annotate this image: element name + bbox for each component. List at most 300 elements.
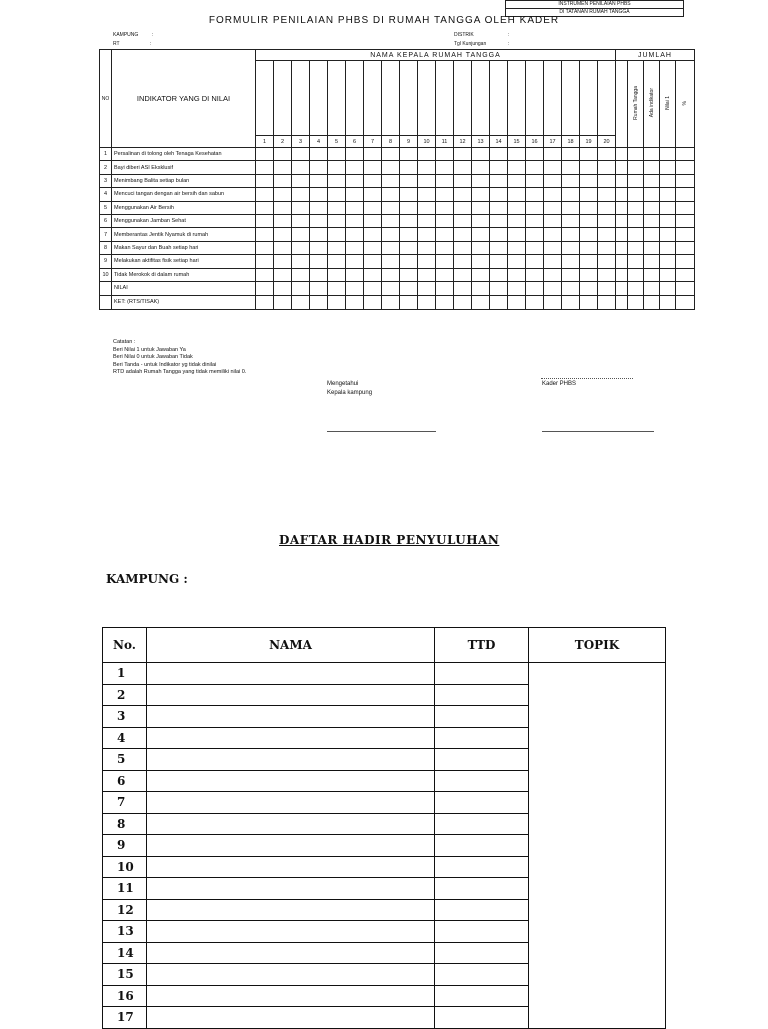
score-cell[interactable] [562, 295, 580, 309]
score-cell[interactable] [292, 255, 310, 268]
score-cell[interactable] [616, 268, 628, 281]
score-cell[interactable] [490, 214, 508, 227]
score-cell[interactable] [364, 281, 382, 295]
score-cell[interactable] [508, 268, 526, 281]
score-cell[interactable] [526, 214, 544, 227]
score-cell[interactable] [616, 188, 628, 201]
score-cell[interactable] [660, 174, 676, 187]
score-cell[interactable] [526, 174, 544, 187]
score-cell[interactable] [382, 174, 400, 187]
score-cell[interactable] [580, 148, 598, 161]
score-cell[interactable] [436, 268, 454, 281]
ttd-cell[interactable] [435, 878, 529, 900]
score-cell[interactable] [644, 148, 660, 161]
score-cell[interactable] [382, 161, 400, 174]
score-cell[interactable] [328, 295, 346, 309]
score-cell[interactable] [418, 188, 436, 201]
score-cell[interactable] [310, 161, 328, 174]
score-cell[interactable] [256, 148, 274, 161]
score-cell[interactable] [628, 228, 644, 241]
score-cell[interactable] [310, 228, 328, 241]
score-cell[interactable] [598, 281, 616, 295]
score-cell[interactable] [580, 188, 598, 201]
score-cell[interactable] [580, 281, 598, 295]
score-cell[interactable] [436, 241, 454, 254]
score-cell[interactable] [562, 281, 580, 295]
score-cell[interactable] [580, 201, 598, 214]
score-cell[interactable] [454, 214, 472, 227]
score-cell[interactable] [544, 295, 562, 309]
nama-cell[interactable] [147, 942, 435, 964]
score-cell[interactable] [580, 174, 598, 187]
score-cell[interactable] [644, 255, 660, 268]
score-cell[interactable] [598, 241, 616, 254]
score-cell[interactable] [562, 228, 580, 241]
score-cell[interactable] [400, 295, 418, 309]
score-cell[interactable] [628, 174, 644, 187]
score-cell[interactable] [628, 268, 644, 281]
score-cell[interactable] [644, 214, 660, 227]
score-cell[interactable] [346, 161, 364, 174]
ttd-cell[interactable] [435, 749, 529, 771]
score-cell[interactable] [598, 255, 616, 268]
score-cell[interactable] [472, 201, 490, 214]
score-cell[interactable] [644, 281, 660, 295]
score-cell[interactable] [490, 268, 508, 281]
score-cell[interactable] [508, 241, 526, 254]
score-cell[interactable] [598, 161, 616, 174]
score-cell[interactable] [490, 295, 508, 309]
score-cell[interactable] [418, 148, 436, 161]
score-cell[interactable] [346, 174, 364, 187]
score-cell[interactable] [418, 295, 436, 309]
score-cell[interactable] [562, 214, 580, 227]
score-cell[interactable] [676, 174, 695, 187]
score-cell[interactable] [508, 214, 526, 227]
score-cell[interactable] [472, 295, 490, 309]
score-cell[interactable] [472, 214, 490, 227]
score-cell[interactable] [508, 201, 526, 214]
score-cell[interactable] [400, 188, 418, 201]
score-cell[interactable] [418, 241, 436, 254]
score-cell[interactable] [328, 268, 346, 281]
ttd-cell[interactable] [435, 792, 529, 814]
nama-cell[interactable] [147, 792, 435, 814]
score-cell[interactable] [454, 148, 472, 161]
score-cell[interactable] [346, 148, 364, 161]
score-cell[interactable] [382, 228, 400, 241]
score-cell[interactable] [454, 241, 472, 254]
score-cell[interactable] [292, 281, 310, 295]
score-cell[interactable] [676, 214, 695, 227]
score-cell[interactable] [660, 161, 676, 174]
score-cell[interactable] [676, 241, 695, 254]
score-cell[interactable] [292, 295, 310, 309]
score-cell[interactable] [364, 188, 382, 201]
score-cell[interactable] [364, 268, 382, 281]
score-cell[interactable] [256, 281, 274, 295]
score-cell[interactable] [616, 148, 628, 161]
score-cell[interactable] [346, 268, 364, 281]
score-cell[interactable] [400, 161, 418, 174]
score-cell[interactable] [310, 201, 328, 214]
score-cell[interactable] [400, 214, 418, 227]
score-cell[interactable] [628, 255, 644, 268]
score-cell[interactable] [508, 255, 526, 268]
ttd-cell[interactable] [435, 985, 529, 1007]
score-cell[interactable] [508, 295, 526, 309]
nama-cell[interactable] [147, 813, 435, 835]
score-cell[interactable] [580, 214, 598, 227]
score-cell[interactable] [382, 295, 400, 309]
score-cell[interactable] [400, 268, 418, 281]
score-cell[interactable] [274, 241, 292, 254]
score-cell[interactable] [382, 201, 400, 214]
score-cell[interactable] [628, 201, 644, 214]
score-cell[interactable] [508, 228, 526, 241]
score-cell[interactable] [660, 295, 676, 309]
ttd-cell[interactable] [435, 835, 529, 857]
score-cell[interactable] [292, 188, 310, 201]
score-cell[interactable] [418, 161, 436, 174]
score-cell[interactable] [454, 295, 472, 309]
score-cell[interactable] [382, 214, 400, 227]
score-cell[interactable] [562, 201, 580, 214]
score-cell[interactable] [628, 148, 644, 161]
score-cell[interactable] [274, 281, 292, 295]
ttd-cell[interactable] [435, 663, 529, 685]
score-cell[interactable] [454, 268, 472, 281]
score-cell[interactable] [562, 268, 580, 281]
score-cell[interactable] [490, 161, 508, 174]
score-cell[interactable] [660, 268, 676, 281]
score-cell[interactable] [310, 281, 328, 295]
score-cell[interactable] [526, 188, 544, 201]
score-cell[interactable] [544, 268, 562, 281]
score-cell[interactable] [676, 201, 695, 214]
score-cell[interactable] [526, 295, 544, 309]
score-cell[interactable] [676, 295, 695, 309]
score-cell[interactable] [310, 188, 328, 201]
score-cell[interactable] [418, 268, 436, 281]
score-cell[interactable] [364, 161, 382, 174]
score-cell[interactable] [400, 255, 418, 268]
score-cell[interactable] [454, 281, 472, 295]
nama-cell[interactable] [147, 899, 435, 921]
score-cell[interactable] [328, 188, 346, 201]
score-cell[interactable] [436, 228, 454, 241]
ttd-cell[interactable] [435, 1007, 529, 1029]
score-cell[interactable] [256, 228, 274, 241]
ttd-cell[interactable] [435, 706, 529, 728]
nama-cell[interactable] [147, 727, 435, 749]
score-cell[interactable] [660, 201, 676, 214]
score-cell[interactable] [364, 241, 382, 254]
score-cell[interactable] [436, 281, 454, 295]
score-cell[interactable] [436, 214, 454, 227]
score-cell[interactable] [454, 201, 472, 214]
score-cell[interactable] [328, 201, 346, 214]
score-cell[interactable] [544, 214, 562, 227]
score-cell[interactable] [382, 255, 400, 268]
nama-cell[interactable] [147, 749, 435, 771]
score-cell[interactable] [472, 188, 490, 201]
score-cell[interactable] [472, 268, 490, 281]
score-cell[interactable] [256, 295, 274, 309]
score-cell[interactable] [364, 255, 382, 268]
score-cell[interactable] [544, 255, 562, 268]
score-cell[interactable] [256, 268, 274, 281]
score-cell[interactable] [256, 255, 274, 268]
score-cell[interactable] [256, 201, 274, 214]
score-cell[interactable] [526, 255, 544, 268]
score-cell[interactable] [310, 241, 328, 254]
score-cell[interactable] [346, 241, 364, 254]
score-cell[interactable] [676, 188, 695, 201]
ttd-cell[interactable] [435, 942, 529, 964]
score-cell[interactable] [274, 161, 292, 174]
score-cell[interactable] [562, 174, 580, 187]
score-cell[interactable] [562, 255, 580, 268]
score-cell[interactable] [628, 188, 644, 201]
score-cell[interactable] [328, 148, 346, 161]
score-cell[interactable] [328, 161, 346, 174]
score-cell[interactable] [526, 241, 544, 254]
score-cell[interactable] [628, 161, 644, 174]
score-cell[interactable] [382, 281, 400, 295]
score-cell[interactable] [328, 281, 346, 295]
score-cell[interactable] [418, 281, 436, 295]
score-cell[interactable] [310, 148, 328, 161]
score-cell[interactable] [328, 214, 346, 227]
nama-cell[interactable] [147, 921, 435, 943]
score-cell[interactable] [628, 281, 644, 295]
score-cell[interactable] [382, 268, 400, 281]
score-cell[interactable] [616, 201, 628, 214]
ttd-cell[interactable] [435, 770, 529, 792]
score-cell[interactable] [472, 281, 490, 295]
score-cell[interactable] [562, 188, 580, 201]
score-cell[interactable] [598, 214, 616, 227]
score-cell[interactable] [274, 228, 292, 241]
score-cell[interactable] [616, 241, 628, 254]
score-cell[interactable] [580, 255, 598, 268]
score-cell[interactable] [364, 201, 382, 214]
score-cell[interactable] [292, 268, 310, 281]
score-cell[interactable] [660, 188, 676, 201]
score-cell[interactable] [544, 161, 562, 174]
score-cell[interactable] [508, 148, 526, 161]
score-cell[interactable] [310, 255, 328, 268]
score-cell[interactable] [644, 174, 660, 187]
score-cell[interactable] [526, 201, 544, 214]
nama-cell[interactable] [147, 684, 435, 706]
score-cell[interactable] [436, 201, 454, 214]
nama-cell[interactable] [147, 985, 435, 1007]
score-cell[interactable] [454, 255, 472, 268]
score-cell[interactable] [616, 295, 628, 309]
score-cell[interactable] [292, 214, 310, 227]
score-cell[interactable] [346, 201, 364, 214]
score-cell[interactable] [400, 201, 418, 214]
nama-cell[interactable] [147, 663, 435, 685]
score-cell[interactable] [256, 161, 274, 174]
score-cell[interactable] [274, 255, 292, 268]
score-cell[interactable] [562, 148, 580, 161]
score-cell[interactable] [292, 228, 310, 241]
score-cell[interactable] [436, 188, 454, 201]
score-cell[interactable] [544, 228, 562, 241]
nama-cell[interactable] [147, 964, 435, 986]
score-cell[interactable] [418, 228, 436, 241]
score-cell[interactable] [364, 214, 382, 227]
score-cell[interactable] [644, 241, 660, 254]
score-cell[interactable] [436, 161, 454, 174]
score-cell[interactable] [346, 281, 364, 295]
score-cell[interactable] [562, 241, 580, 254]
ttd-cell[interactable] [435, 899, 529, 921]
score-cell[interactable] [598, 228, 616, 241]
score-cell[interactable] [472, 161, 490, 174]
score-cell[interactable] [598, 268, 616, 281]
score-cell[interactable] [274, 148, 292, 161]
score-cell[interactable] [598, 201, 616, 214]
score-cell[interactable] [472, 228, 490, 241]
score-cell[interactable] [526, 148, 544, 161]
score-cell[interactable] [418, 201, 436, 214]
score-cell[interactable] [400, 241, 418, 254]
score-cell[interactable] [436, 174, 454, 187]
score-cell[interactable] [616, 214, 628, 227]
ttd-cell[interactable] [435, 964, 529, 986]
score-cell[interactable] [544, 174, 562, 187]
score-cell[interactable] [676, 255, 695, 268]
score-cell[interactable] [616, 174, 628, 187]
score-cell[interactable] [400, 174, 418, 187]
score-cell[interactable] [346, 295, 364, 309]
score-cell[interactable] [660, 148, 676, 161]
score-cell[interactable] [676, 228, 695, 241]
score-cell[interactable] [346, 214, 364, 227]
score-cell[interactable] [256, 174, 274, 187]
score-cell[interactable] [472, 255, 490, 268]
score-cell[interactable] [472, 174, 490, 187]
score-cell[interactable] [598, 188, 616, 201]
score-cell[interactable] [490, 241, 508, 254]
score-cell[interactable] [454, 174, 472, 187]
score-cell[interactable] [580, 268, 598, 281]
score-cell[interactable] [676, 281, 695, 295]
score-cell[interactable] [364, 228, 382, 241]
score-cell[interactable] [526, 161, 544, 174]
score-cell[interactable] [274, 295, 292, 309]
score-cell[interactable] [364, 148, 382, 161]
score-cell[interactable] [400, 228, 418, 241]
score-cell[interactable] [644, 295, 660, 309]
score-cell[interactable] [598, 174, 616, 187]
score-cell[interactable] [490, 255, 508, 268]
score-cell[interactable] [274, 201, 292, 214]
score-cell[interactable] [328, 174, 346, 187]
score-cell[interactable] [490, 281, 508, 295]
score-cell[interactable] [644, 201, 660, 214]
score-cell[interactable] [454, 161, 472, 174]
score-cell[interactable] [256, 188, 274, 201]
score-cell[interactable] [256, 214, 274, 227]
score-cell[interactable] [598, 148, 616, 161]
score-cell[interactable] [292, 201, 310, 214]
score-cell[interactable] [544, 201, 562, 214]
score-cell[interactable] [310, 174, 328, 187]
score-cell[interactable] [660, 228, 676, 241]
score-cell[interactable] [490, 148, 508, 161]
score-cell[interactable] [544, 241, 562, 254]
score-cell[interactable] [418, 214, 436, 227]
score-cell[interactable] [364, 295, 382, 309]
nama-cell[interactable] [147, 770, 435, 792]
score-cell[interactable] [364, 174, 382, 187]
score-cell[interactable] [436, 295, 454, 309]
score-cell[interactable] [382, 148, 400, 161]
score-cell[interactable] [660, 281, 676, 295]
score-cell[interactable] [472, 241, 490, 254]
score-cell[interactable] [436, 255, 454, 268]
score-cell[interactable] [418, 174, 436, 187]
score-cell[interactable] [490, 188, 508, 201]
score-cell[interactable] [628, 241, 644, 254]
score-cell[interactable] [660, 241, 676, 254]
score-cell[interactable] [490, 201, 508, 214]
score-cell[interactable] [400, 281, 418, 295]
score-cell[interactable] [328, 228, 346, 241]
score-cell[interactable] [508, 174, 526, 187]
score-cell[interactable] [346, 255, 364, 268]
score-cell[interactable] [256, 241, 274, 254]
score-cell[interactable] [644, 228, 660, 241]
nama-cell[interactable] [147, 706, 435, 728]
score-cell[interactable] [580, 228, 598, 241]
score-cell[interactable] [660, 214, 676, 227]
score-cell[interactable] [490, 228, 508, 241]
score-cell[interactable] [616, 228, 628, 241]
score-cell[interactable] [526, 281, 544, 295]
nama-cell[interactable] [147, 856, 435, 878]
score-cell[interactable] [544, 281, 562, 295]
nama-cell[interactable] [147, 835, 435, 857]
score-cell[interactable] [310, 268, 328, 281]
score-cell[interactable] [472, 148, 490, 161]
score-cell[interactable] [400, 148, 418, 161]
score-cell[interactable] [346, 228, 364, 241]
score-cell[interactable] [580, 295, 598, 309]
score-cell[interactable] [676, 161, 695, 174]
score-cell[interactable] [328, 241, 346, 254]
score-cell[interactable] [274, 174, 292, 187]
score-cell[interactable] [310, 295, 328, 309]
score-cell[interactable] [490, 174, 508, 187]
topik-cell[interactable] [529, 663, 666, 1029]
nama-cell[interactable] [147, 1007, 435, 1029]
score-cell[interactable] [436, 148, 454, 161]
score-cell[interactable] [292, 241, 310, 254]
score-cell[interactable] [676, 268, 695, 281]
score-cell[interactable] [628, 295, 644, 309]
ttd-cell[interactable] [435, 921, 529, 943]
score-cell[interactable] [508, 281, 526, 295]
score-cell[interactable] [616, 161, 628, 174]
score-cell[interactable] [292, 148, 310, 161]
score-cell[interactable] [274, 188, 292, 201]
